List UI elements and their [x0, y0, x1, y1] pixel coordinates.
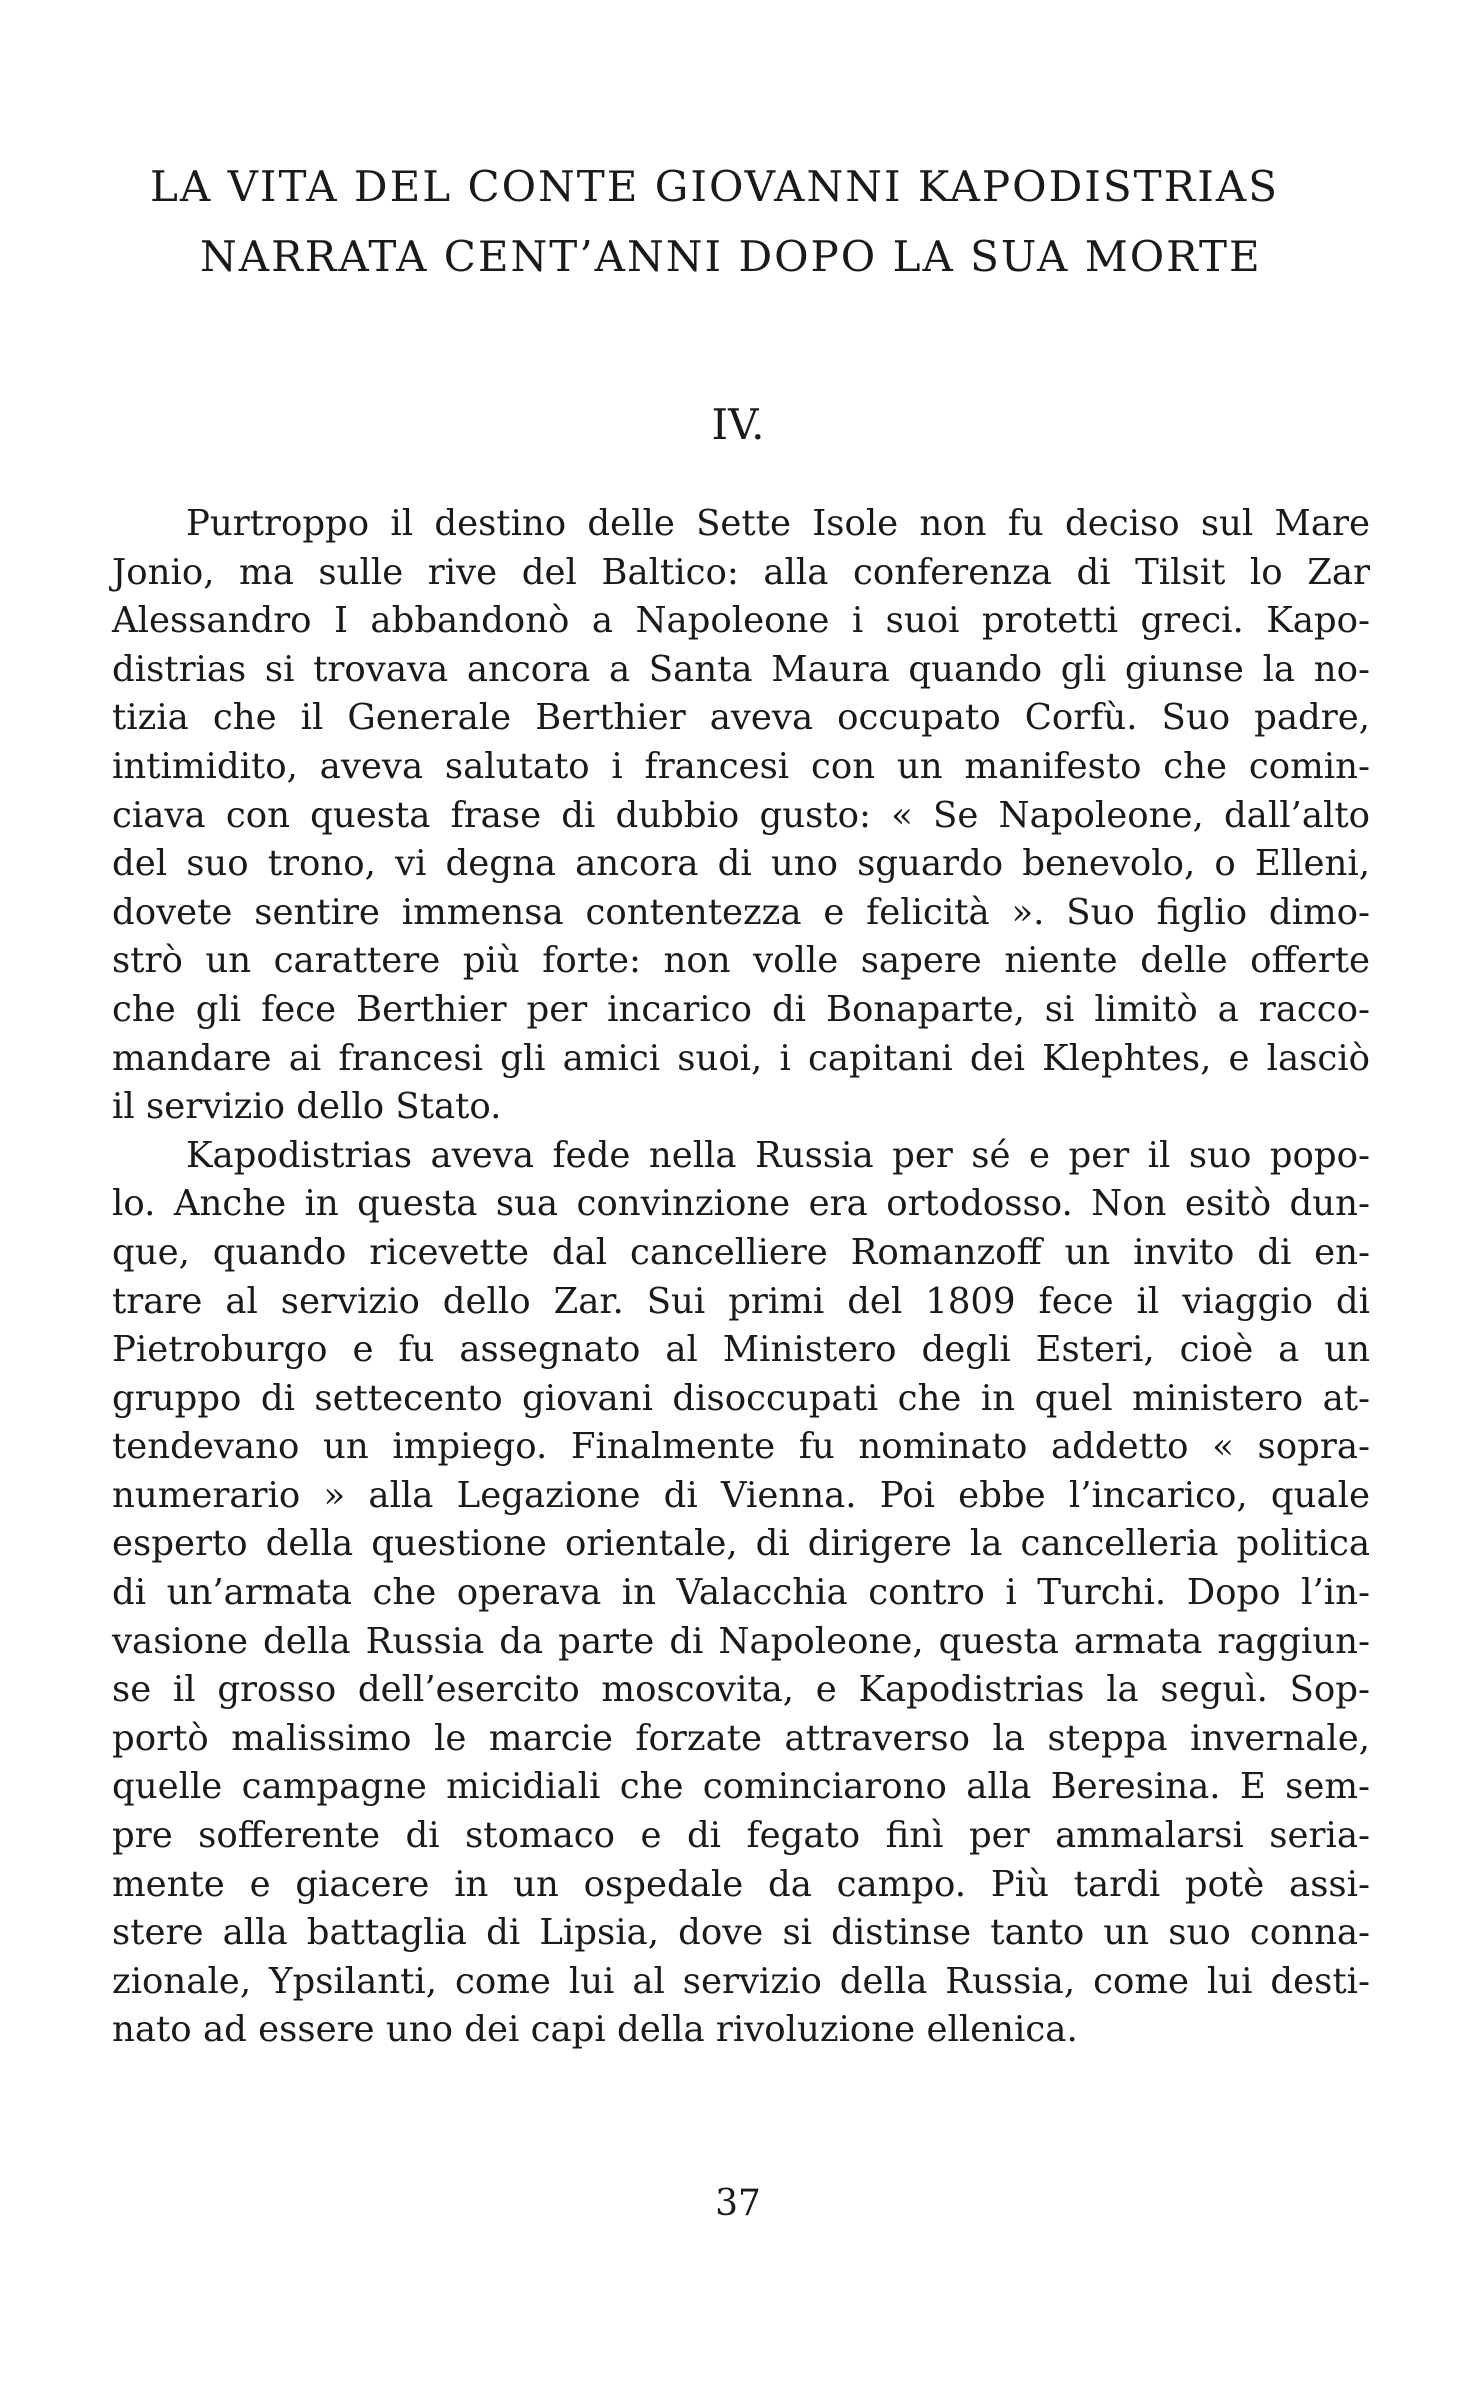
paragraph-2: [112, 1132, 1370, 2055]
text-line: strò un carattere più forte: non volle sapere niente delle offerte: [112, 940, 1370, 982]
text-line: intimidito, aveva salutato i francesi con un manifesto che comin-: [112, 745, 1370, 787]
text-line: trare al servizio dello Zar. Sui primi del 1809 fece il viaggio di: [112, 1280, 1370, 1322]
text-line: zionale, Ypsilanti, come lui al servizio della Russia, come lui desti-: [112, 1960, 1370, 2002]
text-line: tendevano un impiego. Finalmente fu nominato addetto « sopra-: [112, 1426, 1370, 1468]
text-line: que, quando ricevette dal cancelliere Romanzoff un invito di en-: [112, 1231, 1370, 1273]
text-line: esperto della questione orientale, di dirigere la cancelleria politica: [112, 1523, 1370, 1565]
text-line: nato ad essere uno dei capi della rivoluzione ellenica.: [112, 2009, 1078, 2051]
section-number: IV.: [711, 400, 765, 449]
text-line: Kapodistrias aveva fede nella Russia per sé e per il suo popo-: [186, 1134, 1370, 1176]
chapter-title-line-2: NARRATA CENT’ANNI DOPO LA SUA MORTE: [200, 232, 1262, 281]
text-line: il servizio dello Stato.: [112, 1086, 502, 1128]
page-number: 37: [715, 2183, 761, 2224]
text-line: mente e giacere in un ospedale da campo. Più tardi potè assi-: [112, 1863, 1370, 1905]
paragraph-1: [112, 500, 1370, 1132]
chapter-title-line-1: LA VITA DEL CONTE GIOVANNI KAPODISTRIAS: [150, 162, 1279, 211]
text-line: pre sofferente di stomaco e di fegato finì per ammalarsi seria-: [112, 1815, 1370, 1857]
text-line: gruppo di settecento giovani disoccupati che in quel ministero at-: [112, 1377, 1370, 1419]
body-text: [112, 500, 1370, 2055]
text-line: di un’armata che operava in Valacchia contro i Turchi. Dopo l’in-: [112, 1572, 1370, 1614]
text-line: stere alla battaglia di Lipsia, dove si distinse tanto un suo conna-: [112, 1912, 1370, 1954]
text-line: portò malissimo le marcie forzate attraverso la steppa invernale,: [112, 1717, 1370, 1759]
text-line: Purtroppo il destino delle Sette Isole non fu deciso sul Mare: [186, 503, 1370, 544]
text-line: lo. Anche in questa sua convinzione era ortodosso. Non esitò dun-: [112, 1183, 1370, 1225]
text-line: del suo trono, vi degna ancora di uno sguardo benevolo, o Elleni,: [112, 843, 1370, 885]
text-line: dovete sentire immensa contentezza e felicità ». Suo figlio dimo-: [112, 891, 1370, 933]
text-line: distrias si trovava ancora a Santa Maura quando gli giunse la no-: [112, 648, 1370, 690]
text-line: Alessandro I abbandonò a Napoleone i suoi protetti greci. Kapo-: [112, 600, 1370, 642]
text-line: mandare ai francesi gli amici suoi, i capitani dei Klephtes, e lasciò: [112, 1037, 1370, 1079]
text-line: numerario » alla Legazione di Vienna. Poi ebbe l’incarico, quale: [112, 1474, 1370, 1516]
text-line: ciava con questa frase di dubbio gusto: « Se Napoleone, dall’alto: [112, 794, 1370, 836]
text-line: quelle campagne micidiali che cominciarono alla Beresina. E sem-: [112, 1766, 1370, 1808]
text-line: Pietroburgo e fu assegnato al Ministero degli Esteri, cioè a un: [112, 1329, 1370, 1371]
text-line: Jonio, ma sulle rive del Baltico: alla conferenza di Tilsit lo Zar: [112, 551, 1370, 593]
text-line: vasione della Russia da parte di Napoleone, questa armata raggiun-: [112, 1620, 1370, 1662]
text-line: tizia che il Generale Berthier aveva occupato Corfù. Suo padre,: [112, 697, 1370, 739]
text-line: se il grosso dell’esercito moscovita, e Kapodistrias la seguì. Sop-: [112, 1669, 1370, 1711]
text-line: che gli fece Berthier per incarico di Bonaparte, si limitò a racco-: [112, 988, 1370, 1030]
